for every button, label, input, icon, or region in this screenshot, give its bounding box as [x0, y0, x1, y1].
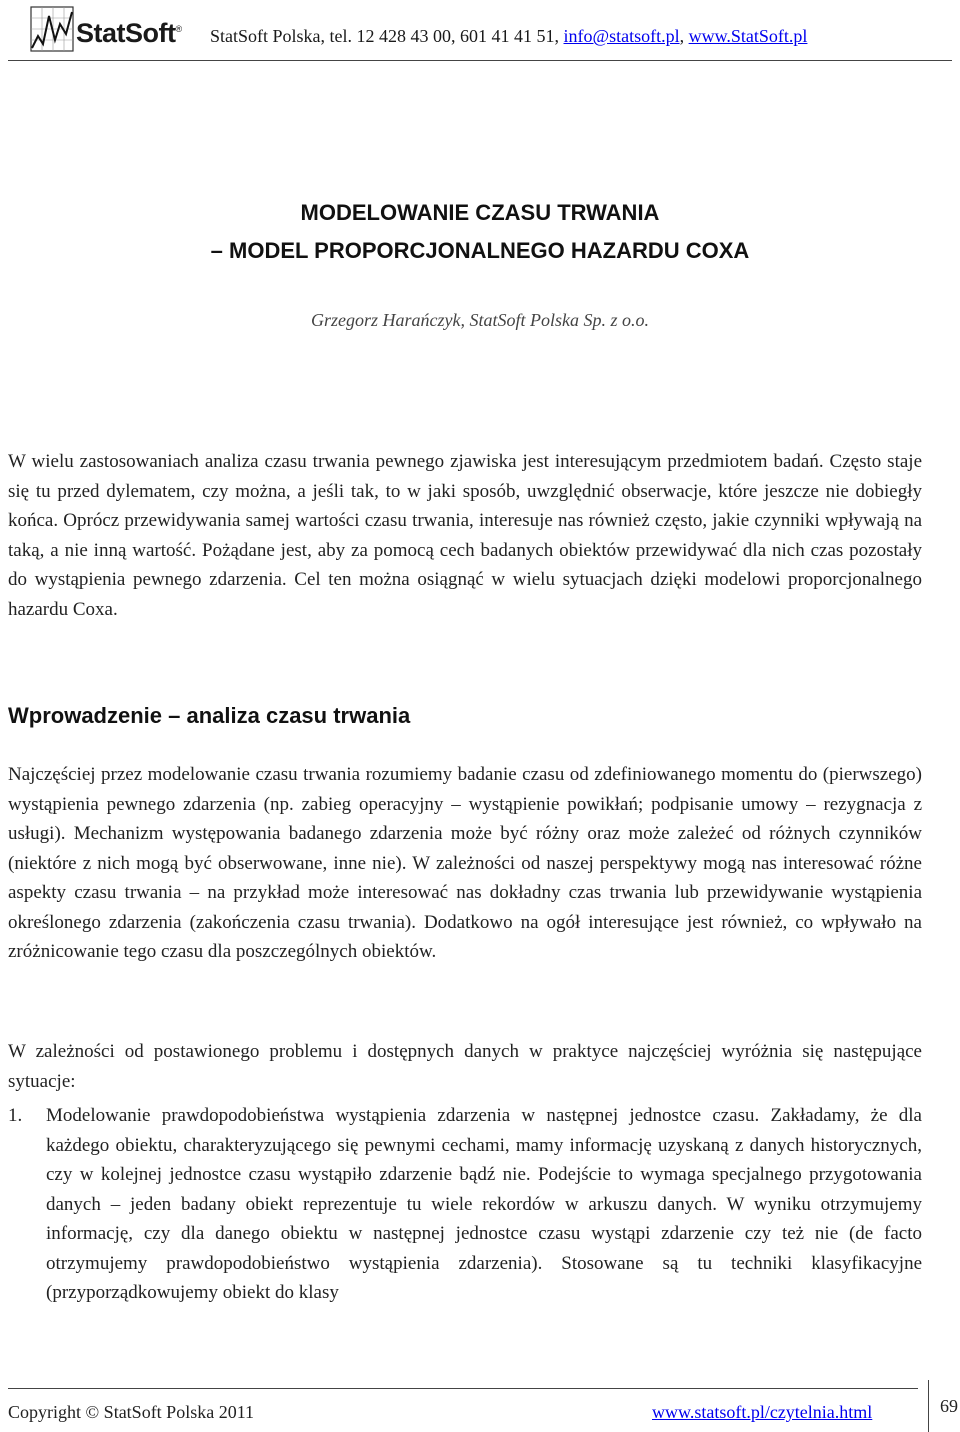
email-link[interactable]: info@statsoft.pl: [563, 26, 680, 46]
footer-link[interactable]: www.statsoft.pl/czytelnia.html: [652, 1402, 873, 1422]
separator: ,: [679, 26, 689, 46]
logo-chart-icon: [30, 6, 74, 52]
page-header: [0, 0, 960, 64]
document-title-line2: – MODEL PROPORCJONALNEGO HAZARDU COXA: [210, 238, 750, 263]
list-item-number: 1.: [8, 1105, 23, 1126]
statsoft-logo[interactable]: [12, 4, 192, 52]
contact-text: StatSoft Polska, tel. 12 428 43 00, 601 41 41 51,: [210, 26, 564, 46]
page-number-divider: [928, 1380, 929, 1432]
list-item-text: Modelowanie prawdopodobieństwa wystąpienia zdarzenia w następnej jednostce czasu. Zakładamy, że dla każdego obiektu, charakteryzującego się pewnymi cechami, mamy informację uzyskaną z danych historycznych, czy w kolejnej jednostce czasu wystąpiło zdarzenie bądź nie. Podejście to wymaga specjalnego przygotowania danych – jeden badany obiekt reprezentuje tu wiele rekordów w arkuszu danych. W wyniku otrzymujemy informację, czy dla danego obiektu w następnej jednostce czasu wystąpi zdarzenie czy też nie (de facto otrzymujemy prawdopodobieństwo wystąpienia zdarzenia). Stosowane są tu techniki klasyfikacyjne (przyporządkowujemy obiekt do klasy: [46, 1105, 922, 1303]
section-heading: Wprowadzenie – analiza czasu trwania: [8, 703, 411, 728]
footer-divider: [8, 1388, 918, 1389]
author-line: Grzegorz Harańczyk, StatSoft Polska Sp. z o.o.: [311, 310, 649, 330]
header-divider: [8, 60, 952, 61]
intro-paragraph: W wielu zastosowaniach analiza czasu trwania pewnego zjawiska jest interesującym przedmiotem badań. Często staje się tu przed dylematem, czy można, a jeśli tak, to w jaki sposób, uwzględnić obserwacje, które jeszcze nie dobiegły końca. Oprócz przewidywania samej wartości czasu trwania, interesuje nas również często, jakie czynniki wpływają na taką, a nie inną wartość. Pożądane jest, aby za pomocą cech badanych obiektów przewidywać dla nich czas pozostały do wystąpienia pewnego zdarzenia. Cel ten można osiągnąć w wielu sytuacjach dzięki modelowi proporcjonalnego hazardu Coxa.: [8, 451, 922, 620]
section-paragraph-2: W zależności od postawionego problemu i dostępnych danych w praktyce najczęściej wyróżnia się następujące sytuacje:: [8, 1041, 922, 1092]
page-number: 69: [940, 1396, 958, 1416]
document-title-line1: MODELOWANIE CZASU TRWANIA: [300, 200, 660, 225]
website-link[interactable]: www.StatSoft.pl: [688, 26, 808, 46]
logo-wordmark: StatSoft®: [76, 18, 182, 48]
section-paragraph-1: Najczęściej przez modelowanie czasu trwania rozumiemy badanie czasu od zdefiniowanego momentu do (pierwszego) wystąpienia pewnego zdarzenia (np. zabieg operacyjny – wystąpienie powikłań; podpisanie umowy – rezygnacja z usługi). Mechanizm występowania badanego zdarzenia może być różny oraz może zależeć od różnych czynników (niektóre z nich mogą być obserwowane, inne nie). W zależności od naszej perspektywy mogą nas interesować różne aspekty czasu trwania – na przykład może interesować nas dokładny czas trwania lub przewidywanie wystąpienia określonego zdarzenia (zakończenia czasu trwania). Dodatkowo na ogół interesujące jest również, co wpływało na zróżnicowanie tego czasu dla poszczególnych obiektów.: [8, 764, 922, 962]
footer-copyright: Copyright © StatSoft Polska 2011: [8, 1402, 255, 1422]
header-contact: [210, 26, 807, 47]
